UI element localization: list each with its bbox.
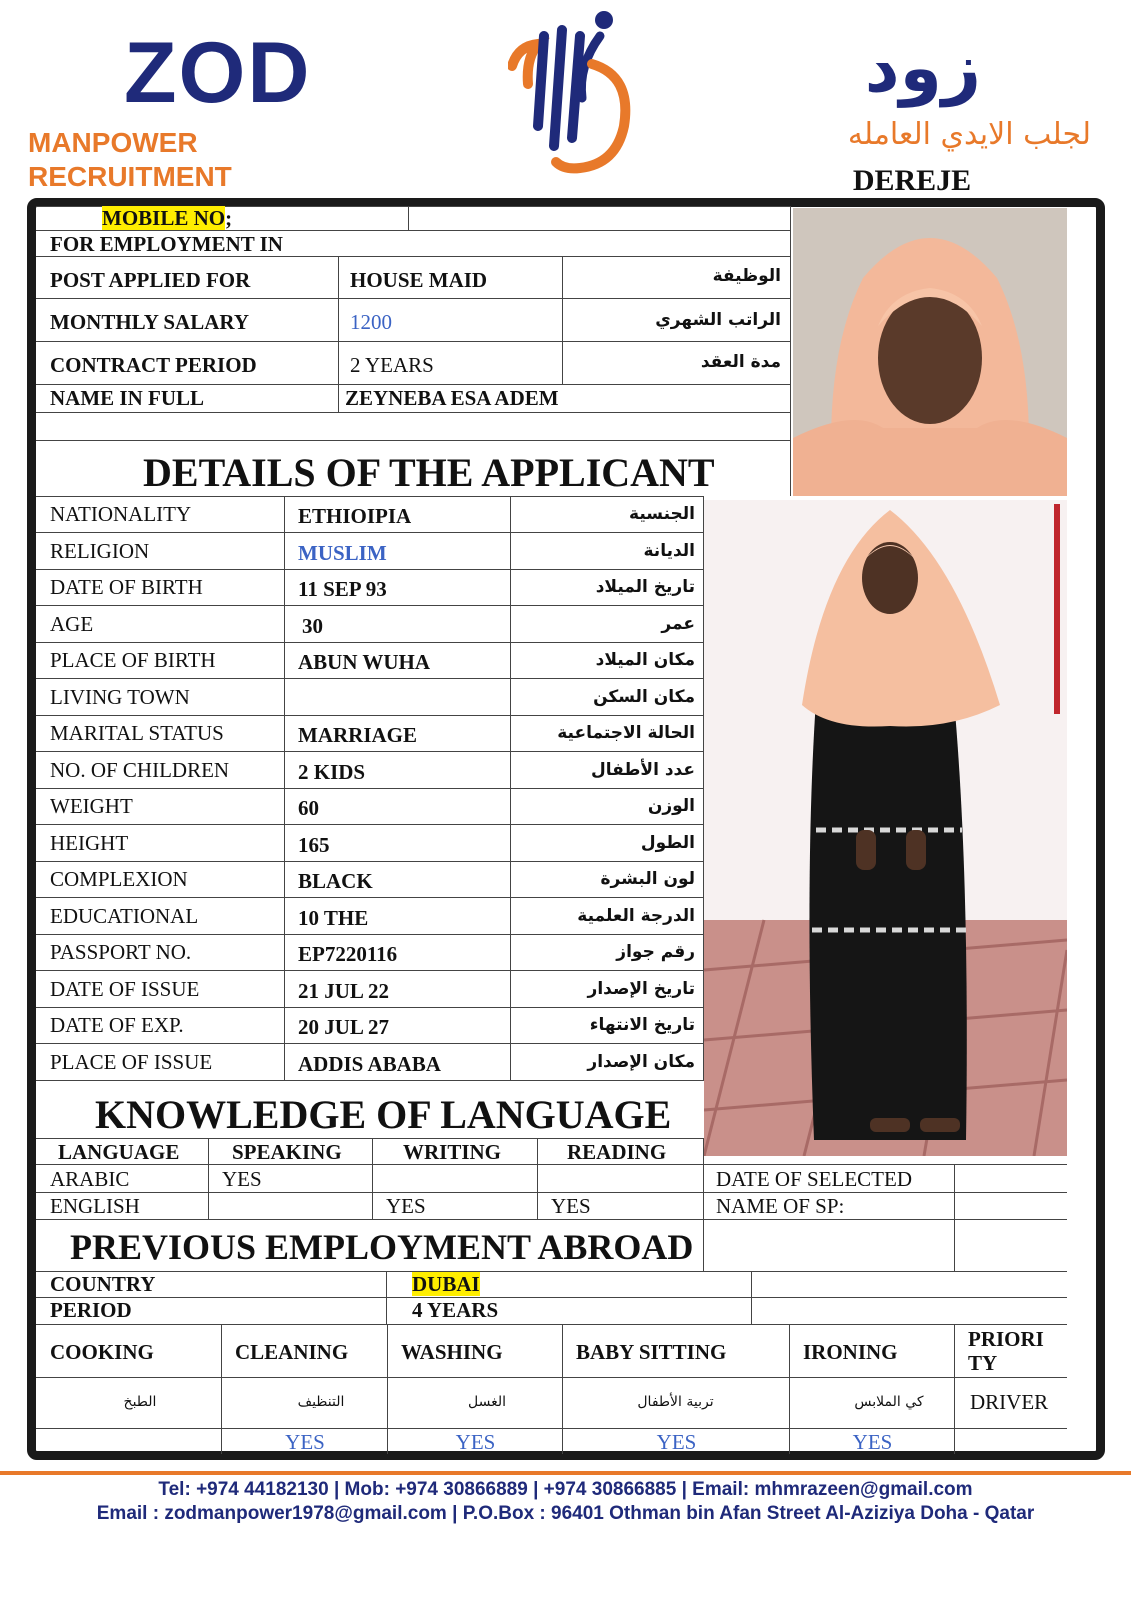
grid-line bbox=[36, 934, 704, 935]
baby-sitting-header: BABY SITTING bbox=[576, 1340, 727, 1364]
grid-line bbox=[36, 569, 704, 570]
employment-in-label: FOR EMPLOYMENT IN bbox=[50, 232, 283, 256]
date-of-issue-label: DATE OF ISSUE bbox=[50, 977, 200, 1001]
salary-label-arabic: الراتب الشهري bbox=[655, 310, 781, 330]
grid-line bbox=[562, 256, 563, 384]
grid-line bbox=[208, 1138, 209, 1219]
date-of-birth-value: 11 SEP 93 bbox=[298, 577, 387, 601]
cooking-header: COOKING bbox=[50, 1340, 154, 1364]
weight-value: 60 bbox=[298, 796, 319, 820]
footer-address-line: Email : zodmanpower1978@gmail.com | P.O.Box : 96401 Othman bin Afan Street Al-Aziziya Doha - Qatar bbox=[96, 1503, 1035, 1524]
grid-line bbox=[36, 642, 704, 643]
language-header: LANGUAGE bbox=[58, 1140, 180, 1164]
applicant-portrait-photo bbox=[793, 208, 1067, 496]
ironing-value: YES bbox=[852, 1430, 893, 1454]
height-value: 165 bbox=[298, 833, 330, 857]
previous-employment-title: PREVIOUS EMPLOYMENT ABROAD bbox=[70, 1227, 694, 1267]
complexion-label-arabic: لون البشرة bbox=[600, 869, 695, 889]
english-language: ENGLISH bbox=[50, 1194, 140, 1218]
grid-line bbox=[36, 412, 790, 413]
educational-label-arabic: الدرجة العلمية bbox=[577, 906, 695, 926]
salary-value: 1200 bbox=[350, 310, 392, 334]
baby-sitting-arabic: تربية الأطفال bbox=[637, 1394, 714, 1410]
mobile-label-suffix: ; bbox=[225, 206, 233, 230]
brand-block-arabic bbox=[751, 30, 1091, 154]
name-label: NAME IN FULL bbox=[50, 386, 205, 410]
children-value: 2 KIDS bbox=[298, 760, 366, 784]
baby-sitting-value: YES bbox=[656, 1430, 697, 1454]
height-label: HEIGHT bbox=[50, 831, 129, 855]
children-label-arabic: عدد الأطفال bbox=[591, 760, 695, 780]
name-of-sp-label: NAME OF SP: bbox=[716, 1194, 845, 1218]
date-of-birth-label: DATE OF BIRTH bbox=[50, 575, 203, 599]
passport-label: PASSPORT NO. bbox=[50, 940, 192, 964]
educational-label: EDUCATIONAL bbox=[50, 904, 199, 928]
nationality-label-arabic: الجنسية bbox=[629, 504, 695, 524]
grid-line bbox=[372, 1138, 373, 1219]
cleaning-header: CLEANING bbox=[235, 1340, 349, 1364]
footer-contact-line: Tel: +974 44182130 | Mob: +974 30866889 | +974 30866885 | Email: mhmrazeen@gmail.com bbox=[158, 1479, 973, 1500]
english-writing: YES bbox=[386, 1194, 426, 1218]
washing-value: YES bbox=[455, 1430, 496, 1454]
company-logo-icon bbox=[508, 6, 638, 176]
priority-value: DRIVER bbox=[970, 1390, 1049, 1414]
age-label: AGE bbox=[50, 612, 94, 636]
grid-line bbox=[36, 1297, 1067, 1298]
writing-header: WRITING bbox=[403, 1140, 502, 1164]
grid-line bbox=[36, 1428, 1067, 1429]
grid-line bbox=[36, 1324, 1067, 1325]
contract-label: CONTRACT PERIOD bbox=[50, 353, 257, 377]
details-title: DETAILS OF THE APPLICANT bbox=[143, 450, 715, 495]
brand-subtitle-arabic: لجلب الايدي العامله bbox=[847, 117, 1091, 152]
grid-line bbox=[408, 206, 409, 230]
grid-line bbox=[36, 678, 704, 679]
post-label-arabic: الوظيفة bbox=[712, 266, 781, 286]
place-of-issue-value: ADDIS ABABA bbox=[298, 1052, 441, 1076]
place-of-birth-label: PLACE OF BIRTH bbox=[50, 648, 216, 672]
date-of-issue-label-arabic: تاريخ الإصدار bbox=[587, 979, 695, 999]
grid-line bbox=[36, 532, 704, 533]
religion-value: MUSLIM bbox=[298, 541, 387, 565]
grid-line bbox=[36, 1219, 1067, 1220]
grid-line bbox=[36, 1377, 1067, 1378]
brand-name-arabic: زود bbox=[864, 29, 981, 108]
period-value: 4 YEARS bbox=[412, 1298, 499, 1322]
date-of-selected-label: DATE OF SELECTED bbox=[716, 1167, 912, 1191]
country-value-wrap bbox=[412, 1272, 480, 1296]
grid-line bbox=[36, 1138, 704, 1139]
contract-value: 2 YEARS bbox=[350, 353, 434, 377]
salary-label: MONTHLY SALARY bbox=[50, 310, 249, 334]
grid-line bbox=[36, 861, 704, 862]
grid-line bbox=[36, 496, 704, 497]
reading-header: READING bbox=[567, 1140, 667, 1164]
brand-block bbox=[28, 25, 408, 194]
period-label: PERIOD bbox=[50, 1298, 132, 1322]
ironing-arabic: كي الملابس bbox=[854, 1394, 924, 1410]
passport-label-arabic: رقم جواز bbox=[616, 942, 695, 962]
speaking-header: SPEAKING bbox=[232, 1140, 342, 1164]
complexion-value: BLACK bbox=[298, 869, 373, 893]
mobile-label: MOBILE NO bbox=[102, 206, 226, 230]
passport-value: EP7220116 bbox=[298, 942, 398, 966]
priority-header-line1: PRIORI bbox=[968, 1327, 1044, 1351]
post-value: HOUSE MAID bbox=[350, 268, 488, 292]
living-town-label: LIVING TOWN bbox=[50, 685, 190, 709]
grid-line bbox=[36, 298, 790, 299]
grid-line bbox=[36, 824, 704, 825]
arabic-language: ARABIC bbox=[50, 1167, 130, 1191]
priority-header-line2: TY bbox=[968, 1351, 998, 1375]
grid-line bbox=[36, 1043, 704, 1044]
washing-arabic: الغسل bbox=[467, 1394, 506, 1410]
height-label-arabic: الطول bbox=[640, 833, 695, 853]
footer-divider bbox=[0, 1471, 1131, 1475]
grid-line bbox=[36, 605, 704, 606]
place-of-issue-label: PLACE OF ISSUE bbox=[50, 1050, 213, 1074]
cooking-arabic: الطبخ bbox=[123, 1394, 157, 1410]
grid-line bbox=[36, 440, 790, 441]
weight-label: WEIGHT bbox=[50, 794, 133, 818]
grid-line bbox=[36, 897, 704, 898]
religion-label-arabic: الديانة bbox=[643, 541, 695, 561]
grid-line bbox=[510, 496, 511, 1080]
date-of-issue-value: 21 JUL 22 bbox=[298, 979, 390, 1003]
grid-line bbox=[790, 206, 791, 496]
grid-line bbox=[36, 1164, 1067, 1165]
place-of-issue-label-arabic: مكان الإصدار bbox=[587, 1052, 695, 1072]
grid-line bbox=[284, 496, 285, 1080]
grid-line bbox=[36, 341, 790, 342]
nationality-label: NATIONALITY bbox=[50, 502, 192, 526]
grid-line bbox=[36, 715, 704, 716]
marital-status-value: MARRIAGE bbox=[298, 723, 417, 747]
grid-line bbox=[751, 1271, 752, 1324]
date-of-exp-label: DATE OF EXP. bbox=[50, 1013, 184, 1037]
country-label: COUNTRY bbox=[50, 1272, 156, 1296]
grid-line bbox=[386, 1271, 387, 1324]
age-value: 30 bbox=[302, 614, 323, 638]
marital-status-label: MARITAL STATUS bbox=[50, 721, 224, 745]
place-of-birth-value: ABUN WUHA bbox=[298, 650, 431, 674]
english-reading: YES bbox=[551, 1194, 591, 1218]
living-town-label-arabic: مكان السكن bbox=[593, 687, 695, 707]
grid-line bbox=[338, 256, 339, 412]
grid-line bbox=[36, 1007, 704, 1008]
grid-line bbox=[36, 751, 704, 752]
cleaning-value: YES bbox=[285, 1430, 325, 1454]
weight-label-arabic: الوزن bbox=[647, 796, 695, 816]
mobile-label-wrap bbox=[102, 206, 232, 230]
brand-name: ZOD bbox=[124, 25, 312, 121]
language-title: KNOWLEDGE OF LANGUAGE bbox=[95, 1092, 672, 1137]
grid-line bbox=[954, 1164, 955, 1271]
brand-subtitle: MANPOWER RECRUITMENT bbox=[28, 127, 232, 192]
educational-value: 10 THE bbox=[298, 906, 369, 930]
grid-line bbox=[36, 1271, 1067, 1272]
grid-line bbox=[36, 788, 704, 789]
grid-line bbox=[537, 1138, 538, 1219]
grid-line bbox=[36, 230, 790, 231]
grid-line bbox=[36, 256, 790, 257]
cleaning-arabic: التنظيف bbox=[297, 1394, 345, 1410]
date-of-exp-label-arabic: تاريخ الانتهاء bbox=[589, 1015, 695, 1035]
arabic-speaking: YES bbox=[222, 1167, 262, 1191]
name-value: ZEYNEBA ESA ADEM bbox=[345, 386, 559, 410]
marital-status-label-arabic: الحالة الاجتماعية bbox=[557, 723, 695, 743]
contract-label-arabic: مدة العقد bbox=[700, 352, 781, 372]
grid-line bbox=[36, 1080, 704, 1081]
nationality-value: ETHIOIPIA bbox=[298, 504, 412, 528]
complexion-label: COMPLEXION bbox=[50, 867, 188, 891]
religion-label: RELIGION bbox=[50, 539, 150, 563]
post-label: POST APPLIED FOR bbox=[50, 268, 251, 292]
place-of-birth-label-arabic: مكان الميلاد bbox=[595, 650, 695, 670]
grid-line bbox=[703, 1138, 704, 1271]
grid-line bbox=[36, 1192, 1067, 1193]
agent-name: DEREJE bbox=[852, 164, 972, 197]
applicant-full-photo bbox=[704, 500, 1067, 1156]
ironing-header: IRONING bbox=[803, 1340, 898, 1364]
washing-header: WASHING bbox=[401, 1340, 503, 1364]
grid-line bbox=[36, 384, 790, 385]
date-of-birth-label-arabic: تاريخ الميلاد bbox=[595, 577, 695, 597]
children-label: NO. OF CHILDREN bbox=[50, 758, 230, 782]
country-value: DUBAI bbox=[412, 1272, 480, 1296]
date-of-exp-value: 20 JUL 27 bbox=[298, 1015, 390, 1039]
grid-line bbox=[36, 970, 704, 971]
age-label-arabic: عمر bbox=[661, 614, 695, 634]
